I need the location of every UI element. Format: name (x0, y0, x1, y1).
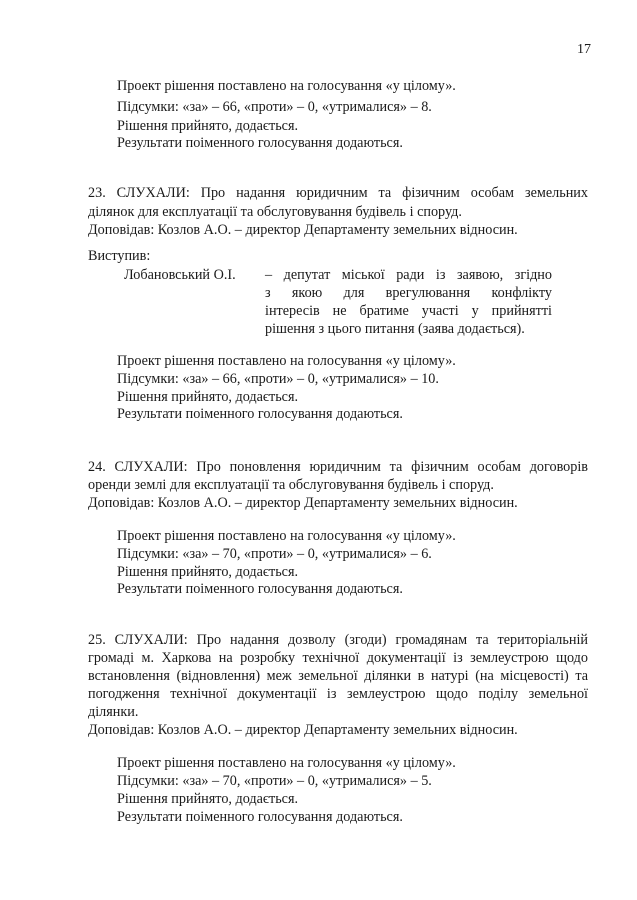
item-heading-line: 25. СЛУХАЛИ: Про надання дозволу (згоди) громадянам та територіальній (88, 632, 588, 648)
item-heading-line: громаді м. Харкова на розробку технічної документації із землеустрою щодо (88, 650, 588, 666)
item-heading-line: оренди землі для експлуатації та обслуговування будівель і споруд. (88, 477, 494, 493)
speeches-label: Виступив: (88, 248, 151, 264)
vote-line: Результати поіменного голосування додаються. (117, 135, 403, 151)
vote-line: Підсумки: «за» – 70, «проти» – 0, «утрималися» – 5. (117, 773, 432, 789)
vote-line: Результати поіменного голосування додаються. (117, 406, 403, 422)
vote-line: Рішення прийнято, додається. (117, 389, 299, 405)
speaker-text-line: – депутат міської ради із заявою, згідно (265, 267, 552, 283)
item-heading-line: 24. СЛУХАЛИ: Про поновлення юридичним та фізичним особам договорів (88, 459, 588, 475)
vote-line: Підсумки: «за» – 66, «проти» – 0, «утрималися» – 10. (117, 371, 439, 387)
speaker-name: Лобановський О.І. (124, 267, 236, 283)
vote-line: Підсумки: «за» – 70, «проти» – 0, «утрималися» – 6. (117, 546, 432, 562)
item-heading-line: ділянок для експлуатації та обслуговування будівель і споруд. (88, 204, 462, 220)
speaker-text-line: рішення з цього питання (заява додається). (265, 321, 525, 337)
item-reporter: Доповідав: Козлов А.О. – директор Департаменту земельних відносин. (88, 722, 518, 738)
vote-line: Проект рішення поставлено на голосування «у цілому». (117, 353, 456, 369)
item-heading-line: 23. СЛУХАЛИ: Про надання юридичним та фізичним особам земельних (88, 185, 588, 201)
page-number: 17 (577, 42, 591, 57)
vote-line: Рішення прийнято, додається. (117, 118, 299, 134)
vote-line: Проект рішення поставлено на голосування «у цілому». (117, 528, 456, 544)
item-heading-line: ділянки. (88, 704, 139, 720)
item-reporter: Доповідав: Козлов А.О. – директор Департаменту земельних відносин. (88, 495, 518, 511)
vote-line: Проект рішення поставлено на голосування «у цілому». (117, 78, 456, 94)
speaker-text-line: інтересів не братиме участі у прийнятті (265, 303, 552, 319)
vote-line: Результати поіменного голосування додаються. (117, 581, 403, 597)
vote-line: Результати поіменного голосування додаються. (117, 809, 403, 825)
speaker-text-line: з якою для врегулювання конфлікту (265, 285, 552, 301)
item-heading-line: встановлення (відновлення) меж земельної ділянки в натурі (на місцевості) та (88, 668, 588, 684)
vote-line: Рішення прийнято, додається. (117, 791, 299, 807)
vote-line: Проект рішення поставлено на голосування «у цілому». (117, 755, 456, 771)
vote-line: Підсумки: «за» – 66, «проти» – 0, «утрималися» – 8. (117, 99, 432, 115)
item-reporter: Доповідав: Козлов А.О. – директор Департаменту земельних відносин. (88, 222, 518, 238)
vote-line: Рішення прийнято, додається. (117, 564, 299, 580)
item-heading-line: погодження технічної документації із землеустрою щодо поділу земельної (88, 686, 588, 702)
